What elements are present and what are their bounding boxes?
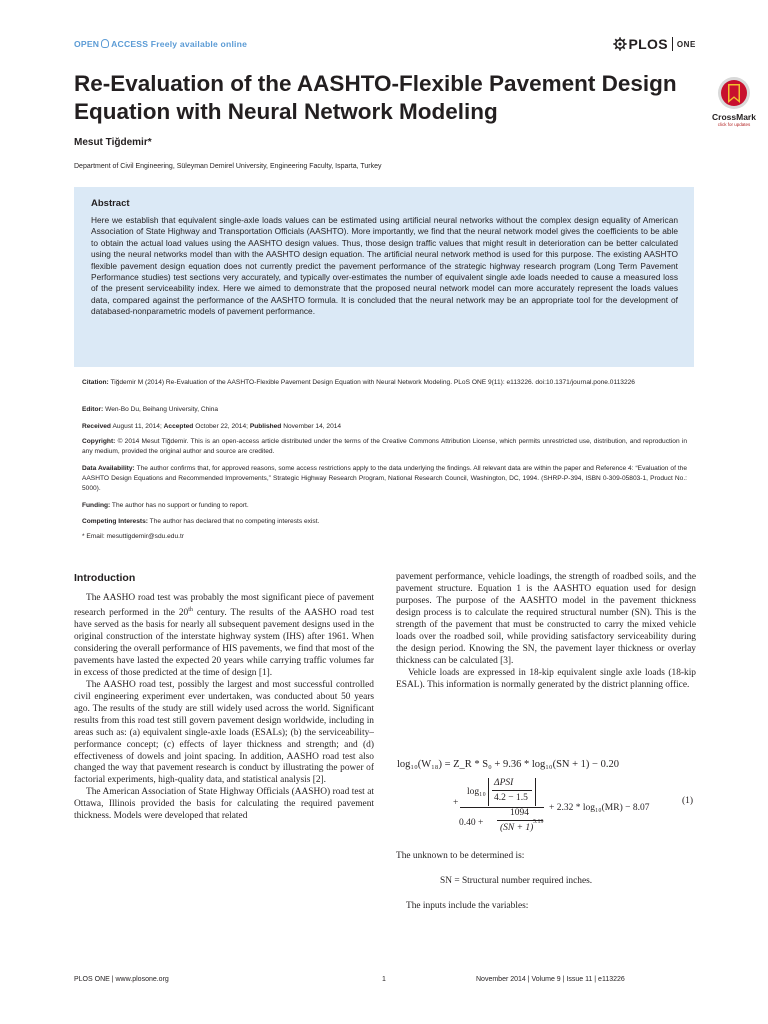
right-paragraph-2: Vehicle loads are expressed in 18-kip equivalent single axle loads (18-kip ESAL). This information is normally generated by the district planning office. <box>396 667 696 690</box>
copyright-label: Copyright: <box>82 438 116 445</box>
intro-paragraph-1 <box>74 593 374 680</box>
equation-base: 0.40 + <box>459 818 484 828</box>
equation-delta-psi: ΔPSI <box>494 778 514 788</box>
footer-issue-info: November 2014 | Volume 9 | Issue 11 | e113226 <box>476 976 625 983</box>
crossmark-icon <box>717 76 751 110</box>
editor-block <box>82 405 687 415</box>
crossmark-badge[interactable] <box>706 76 762 127</box>
article-title-line-1: Re-Evaluation of the AASHTO-Flexible Pavement Design <box>74 71 677 96</box>
citation-label: Citation: <box>82 379 109 386</box>
equation-inner-fraction-bar <box>492 790 532 791</box>
footer-page-number: 1 <box>382 976 386 983</box>
sn-definition: SN = Structural number required inches. <box>440 876 593 886</box>
copyright-text: © 2014 Mesut Tiğdemir. This is an open-access article distributed under the terms of the Creative Commons Attribution License, which permits unrestricted use, distribution, and reproduction in any medium, provided the original author and source are credited. <box>82 438 687 455</box>
plos-wordmark: PLOS <box>628 36 668 52</box>
equation-plus: + <box>453 798 459 808</box>
competing-interests-block <box>82 517 687 527</box>
citation-text: Tiğdemir M (2014) Re-Evaluation of the AASHTO-Flexible Pavement Design Equation with Neural Network Modeling. PLoS ONE 9(11): e113226. doi:10.1371/journal.pone.0113226 <box>110 379 635 386</box>
data-availability-block <box>82 464 687 493</box>
plos-gear-icon <box>613 37 627 51</box>
funding-block <box>82 501 687 511</box>
accepted-date: October 22, 2014; <box>195 423 248 430</box>
received-date: August 11, 2014; <box>112 423 162 430</box>
intro-p1-part-a: The AASHO road test was probably the most significant piece of pavement research performed in the 20 <box>74 593 374 619</box>
equation-log: log₁₀ <box>467 787 486 797</box>
equation-1-line-1: log₁₀(W₁₈) = Z_R * S₀ + 9.36 * log₁₀(SN + 1) − 0.20 <box>397 759 619 770</box>
accepted-label: Accepted <box>163 423 194 430</box>
competing-interests-text: The author has declared that no competing interests exist. <box>149 518 320 525</box>
equation-bracket-left <box>488 778 489 806</box>
right-column <box>396 572 696 692</box>
received-label: Received <box>82 423 111 430</box>
editor-label: Editor: <box>82 406 104 413</box>
funding-text: The author has no support or funding to report. <box>111 502 249 509</box>
copyright-block <box>82 437 687 457</box>
citation-block <box>82 378 687 388</box>
equation-inner-denominator: 4.2 − 1.5 <box>494 793 528 803</box>
equation-tail: + 2.32 * log₁₀(MR) − 8.07 <box>549 803 650 813</box>
open-access-label: OPEN <box>74 39 100 49</box>
crossmark-sublabel: click for updates <box>717 122 751 127</box>
abstract-box <box>74 187 694 367</box>
intro-paragraph-2: The AASHO road test, possibly the largest and most successful controlled civil engineering experiment ever undertaken, was conducted about 50 years ago. The results of the study are still widely used across the world. Significant results from this road test still govern pavement design worldwide, including in areas such as: (a) equivalent single-axle loads (ESALs); (b) the serviceability–performance concept; (c) effects of layer thickness and strength; and (d) effectiveness of dowels and joint spacing. In addition, AASHO road test also changed the way that pavement research is conduct by illustrating the power of factorial experiments, high-quality data, and statistical analysis [2]. <box>74 679 374 786</box>
published-label: Published <box>249 423 282 430</box>
equation-exponent: 5.19 <box>533 819 544 825</box>
abstract-text: Here we establish that equivalent single-axle loads values can be estimated using artificial neural networks without the complex design equality of American Association of State Highway and Transportation Officials (AASHTO). More importantly, we find that the neural network model gives the coefficients to be able to obtain the actual load values using the AASHTO design values. Thus, those design traffic values that might result in deterioration can be better calculated using the neural networks model than with the AASHTO design equation. The artificial neural network method is used for this purpose. The existing AASHTO flexible pavement design equation does not currently predict the pavement performance of the strategic highway research program (Long Term Pavement Performance studies) test sections very accurately, and typically over-estimates the number of equivalent single axle loads needed to cause a measured loss of the present serviceability index. Here we aimed to demonstrate that the proposed neural network model can more accurately represent the loads values data, compared against the performance of the AASHTO formula. It is concluded that the neural network may be an appropriate tool for the development of databased-nonparametric models of pavement performance. <box>91 215 678 317</box>
equation-bracket-right <box>535 778 536 806</box>
introduction-heading: Introduction <box>74 572 136 584</box>
equation-number: (1) <box>682 796 694 806</box>
article-title-line-2: Equation with Neural Network Modeling <box>74 99 498 124</box>
open-access-banner <box>74 39 247 49</box>
inputs-text: The inputs include the variables: <box>406 901 529 911</box>
one-wordmark: ONE <box>676 39 696 49</box>
logo-divider <box>672 37 673 51</box>
article-title <box>74 70 704 126</box>
intro-paragraph-3: The American Association of State Highway Officials (AASHO) road test at Ottawa, Illinois provided the basis for calculating the required pavement thickness. Models were developed that related <box>74 787 374 822</box>
introduction-column <box>74 572 374 823</box>
data-availability-text: The author confirms that, for approved reasons, some access restrictions apply to the data underlying the findings. All relevant data are within the paper and Reference 4: “Evaluation of the AASHTO Design Equations and Recommended Improvements,” Strategic Highway Research Program, National Research Council, Washington, DC, 1994. (SHRP-P-394, ISBN 0-309-05803-1, Product No.: 5000). <box>82 465 687 492</box>
data-availability-label: Data Availability: <box>82 465 135 472</box>
plos-one-logo[interactable] <box>613 36 696 52</box>
equation-main-fraction-bar <box>460 807 544 808</box>
abstract-heading: Abstract <box>91 198 130 209</box>
journal-header <box>74 36 696 54</box>
intro-p1-part-b: century. The results of the AASHO road test have served as the basis for nearly all subsequent pavement designs used in the original construction of the interstate highway system (IHS) after 1961. When considering the overall performance of HIS pavements, we find that most of the pavements have lasted the expected 20 years while carrying traffic volumes far in excess of those predicted at the time of design [1]. <box>74 608 374 678</box>
equation-1094: 1094 <box>510 808 529 818</box>
unknown-text: The unknown to be determined is: <box>396 851 525 861</box>
footer-journal-url[interactable]: PLOS ONE | www.plosone.org <box>74 976 169 983</box>
open-access-lock-icon <box>101 39 109 48</box>
author-name: Mesut Tiğdemir* <box>74 137 152 148</box>
author-affiliation: Department of Civil Engineering, Süleyman Demirel University, Engineering Faculty, Isparta, Turkey <box>74 163 382 170</box>
right-paragraph-1: pavement performance, vehicle loadings, the strength of roadbed soils, and the pavement structure. Equation 1 is the AASHTO equation used for design purposes. The purpose of the AASHTO model in the pavement thickness design process is to calculate the required structural number (SN). This is the strength of the pavement that must be constructed to carry the mixed vehicle loads over the roadbed soil, while providing satisfactory serviceability during the design period. Knowing the SN, the pavement layer thickness or overlay thickness can be calculated [3]. <box>396 572 696 666</box>
crossmark-label: CrossMark <box>712 112 756 122</box>
dates-block <box>82 422 687 432</box>
competing-interests-label: Competing Interests: <box>82 518 148 525</box>
intro-p1-superscript: th <box>188 606 193 613</box>
editor-text: Wen-Bo Du, Beihang University, China <box>105 406 219 413</box>
funding-label: Funding: <box>82 502 111 509</box>
equation-sn-plus-one: (SN + 1) <box>500 823 534 833</box>
author-email[interactable]: * Email: mesuttigdemir@sdu.edu.tr <box>82 533 184 540</box>
open-access-rest: ACCESS Freely available online <box>111 39 248 49</box>
published-date: November 14, 2014 <box>283 423 342 430</box>
